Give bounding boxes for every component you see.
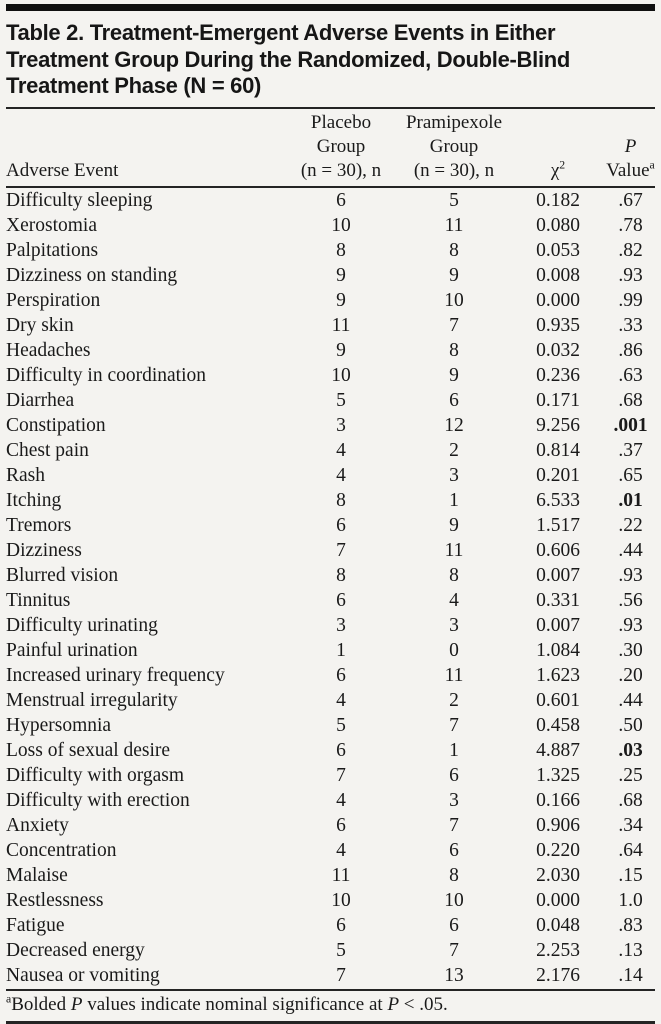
cell-chi-square: 9.256	[536, 415, 580, 436]
table-row	[6, 438, 655, 463]
cell-pramipexole-n: 11	[444, 215, 464, 236]
cell-adverse-event: Anxiety	[6, 815, 69, 836]
cell-adverse-event: Dry skin	[6, 315, 74, 336]
cell-p-value: .83	[618, 915, 643, 936]
table-row	[6, 413, 655, 438]
footnote-text	[11, 994, 448, 1015]
cell-adverse-event: Nausea or vomiting	[6, 965, 160, 986]
cell-chi-square: 0.935	[536, 315, 580, 336]
cell-pramipexole-n: 11	[444, 665, 464, 686]
cell-placebo-n: 5	[336, 390, 346, 411]
cell-placebo-n: 7	[336, 540, 346, 561]
cell-placebo-n: 6	[336, 815, 346, 836]
cell-adverse-event: Malaise	[6, 865, 68, 886]
table-row	[6, 513, 655, 538]
footnote-segment: < .05.	[399, 994, 448, 1015]
cell-adverse-event: Loss of sexual desire	[6, 740, 171, 761]
header-row	[6, 109, 655, 187]
cell-p-value: .33	[618, 315, 643, 336]
cell-p-value: .99	[618, 290, 643, 311]
cell-p-value: 1.0	[618, 890, 643, 911]
cell-adverse-event: Dizziness on standing	[6, 265, 178, 286]
cell-pramipexole-n: 8	[449, 240, 459, 261]
table-row	[6, 763, 655, 788]
cell-adverse-event: Tinnitus	[6, 590, 71, 611]
cell-p-value: .86	[618, 340, 643, 361]
cell-chi-square: 0.182	[536, 190, 580, 211]
table-row	[6, 388, 655, 413]
cell-adverse-event: Hypersomnia	[6, 715, 112, 736]
cell-chi-square: 0.032	[536, 340, 580, 361]
cell-chi-square: 0.166	[536, 790, 580, 811]
cell-pramipexole-n: 3	[449, 465, 459, 486]
cell-placebo-n: 11	[331, 315, 351, 336]
cell-chi-square: 0.458	[536, 715, 580, 736]
cell-pramipexole-n: 2	[449, 690, 459, 711]
cell-pramipexole-n: 13	[444, 965, 464, 986]
cell-p-value: .50	[618, 715, 643, 736]
table-row	[6, 538, 655, 563]
p-header-italic-p: P	[624, 136, 637, 157]
cell-placebo-n: 1	[336, 640, 346, 661]
table-row	[6, 838, 655, 863]
cell-placebo-n: 7	[336, 965, 346, 986]
cell-p-value: .15	[618, 865, 643, 886]
cell-placebo-n: 3	[336, 615, 346, 636]
cell-chi-square: 1.623	[536, 665, 580, 686]
cell-p-value: .56	[618, 590, 643, 611]
cell-pramipexole-n: 8	[449, 340, 459, 361]
cell-pramipexole-n: 3	[449, 790, 459, 811]
cell-pramipexole-n: 4	[449, 590, 459, 611]
cell-pramipexole-n: 7	[449, 315, 459, 336]
table-row	[6, 938, 655, 963]
cell-adverse-event: Blurred vision	[6, 565, 119, 586]
cell-placebo-n: 6	[336, 515, 346, 536]
cell-chi-square: 0.906	[536, 815, 580, 836]
cell-pramipexole-n: 6	[449, 840, 459, 861]
cell-placebo-n: 10	[331, 365, 351, 386]
table-title-line-1: Table 2. Treatment-Emergent Adverse Events in Either	[6, 20, 556, 45]
cell-adverse-event: Rash	[6, 465, 45, 486]
cell-adverse-event: Xerostomia	[6, 215, 97, 236]
cell-p-value: .44	[618, 690, 643, 711]
table-row	[6, 463, 655, 488]
cell-p-value: .34	[618, 815, 643, 836]
cell-placebo-n: 8	[336, 240, 346, 261]
cell-adverse-event: Constipation	[6, 415, 106, 436]
cell-p-value: .25	[618, 765, 643, 786]
cell-adverse-event: Chest pain	[6, 440, 89, 461]
footnote-segment: Bolded	[11, 994, 71, 1015]
cell-placebo-n: 7	[336, 765, 346, 786]
cell-pramipexole-n: 10	[444, 890, 464, 911]
table-row	[6, 638, 655, 663]
cell-p-value: .63	[618, 365, 643, 386]
column-header-adverse-event: Adverse Event	[6, 109, 284, 187]
cell-chi-square: 0.007	[536, 565, 580, 586]
table-row	[6, 863, 655, 888]
cell-adverse-event: Difficulty with erection	[6, 790, 190, 811]
table-title	[6, 20, 655, 100]
cell-p-value: .68	[618, 790, 643, 811]
cell-p-value: .37	[618, 440, 643, 461]
cell-chi-square: 0.053	[536, 240, 580, 261]
table-row	[6, 738, 655, 763]
chi-exponent: 2	[559, 158, 566, 172]
cell-adverse-event: Itching	[6, 490, 62, 511]
cell-p-value: .14	[618, 965, 643, 986]
footnote-marker: a	[6, 992, 12, 1006]
cell-adverse-event: Palpitations	[6, 240, 99, 261]
cell-pramipexole-n: 7	[449, 940, 459, 961]
cell-chi-square: 1.325	[536, 765, 580, 786]
cell-placebo-n: 4	[336, 790, 346, 811]
cell-pramipexole-n: 9	[449, 515, 459, 536]
table-row	[6, 788, 655, 813]
cell-p-value: .93	[618, 565, 643, 586]
cell-p-value: .82	[618, 240, 643, 261]
cell-p-value: .68	[618, 390, 643, 411]
adverse-events-table	[6, 109, 655, 988]
cell-chi-square: 0.048	[536, 915, 580, 936]
column-header-chi-square	[510, 109, 606, 187]
table-row	[6, 813, 655, 838]
footnote-italic-p: P	[70, 994, 83, 1015]
cell-pramipexole-n: 7	[449, 715, 459, 736]
table-row	[6, 338, 655, 363]
cell-chi-square: 0.080	[536, 215, 580, 236]
cell-placebo-n: 3	[336, 415, 346, 436]
table-body	[6, 187, 655, 988]
table-row	[6, 363, 655, 388]
cell-adverse-event: Diarrhea	[6, 390, 75, 411]
cell-chi-square: 0.000	[536, 890, 580, 911]
cell-chi-square: 0.220	[536, 840, 580, 861]
table-row	[6, 613, 655, 638]
cell-adverse-event: Increased urinary frequency	[6, 665, 225, 686]
cell-placebo-n: 9	[336, 340, 346, 361]
cell-chi-square: 0.606	[536, 540, 580, 561]
cell-chi-square: 6.533	[536, 490, 580, 511]
cell-placebo-n: 9	[336, 265, 346, 286]
cell-placebo-n: 6	[336, 665, 346, 686]
cell-pramipexole-n: 9	[449, 265, 459, 286]
cell-placebo-n: 4	[336, 690, 346, 711]
cell-chi-square: 0.000	[536, 290, 580, 311]
cell-p-value: .65	[618, 465, 643, 486]
placebo-header-line-3: (n = 30), n	[300, 160, 382, 181]
table-row	[6, 313, 655, 338]
footnote-segment: values indicate nominal significance at	[82, 994, 388, 1015]
cell-p-value: .20	[618, 665, 643, 686]
table-row	[6, 187, 655, 213]
cell-adverse-event: Difficulty sleeping	[6, 190, 153, 211]
cell-chi-square: 0.201	[536, 465, 580, 486]
table-row	[6, 488, 655, 513]
cell-adverse-event: Difficulty urinating	[6, 615, 158, 636]
cell-adverse-event: Restlessness	[6, 890, 104, 911]
cell-adverse-event: Difficulty in coordination	[6, 365, 207, 386]
pramipexole-header-line-2: Group	[429, 136, 479, 157]
cell-pramipexole-n: 8	[449, 565, 459, 586]
cell-p-value: .22	[618, 515, 643, 536]
cell-placebo-n: 9	[336, 290, 346, 311]
cell-placebo-n: 8	[336, 565, 346, 586]
cell-adverse-event: Decreased energy	[6, 940, 145, 961]
cell-pramipexole-n: 3	[449, 615, 459, 636]
table-row	[6, 263, 655, 288]
cell-pramipexole-n: 11	[444, 540, 464, 561]
cell-chi-square: 0.601	[536, 690, 580, 711]
pramipexole-header-line-1: Pramipexole	[405, 112, 503, 133]
cell-adverse-event: Painful urination	[6, 640, 138, 661]
cell-pramipexole-n: 5	[449, 190, 459, 211]
cell-p-value: .78	[618, 215, 643, 236]
cell-chi-square: 0.331	[536, 590, 580, 611]
table-title-line-3: Treatment Phase (N = 60)	[6, 73, 262, 98]
table-row	[6, 888, 655, 913]
cell-chi-square: 2.030	[536, 865, 580, 886]
table-header	[6, 109, 655, 187]
cell-adverse-event: Tremors	[6, 515, 72, 536]
cell-chi-square: 0.171	[536, 390, 580, 411]
cell-placebo-n: 5	[336, 715, 346, 736]
cell-adverse-event: Menstrual irregularity	[6, 690, 178, 711]
column-header-pramipexole-group	[398, 109, 510, 187]
column-header-placebo-group	[284, 109, 398, 187]
cell-p-value: .93	[618, 265, 643, 286]
cell-pramipexole-n: 6	[449, 390, 459, 411]
cell-chi-square: 0.007	[536, 615, 580, 636]
cell-p-value: .93	[618, 615, 643, 636]
cell-chi-square: 2.253	[536, 940, 580, 961]
cell-placebo-n: 6	[336, 590, 346, 611]
p-header-value-label: Value	[606, 160, 650, 181]
cell-chi-square: 0.236	[536, 365, 580, 386]
cell-p-value: .30	[618, 640, 643, 661]
cell-placebo-n: 6	[336, 740, 346, 761]
cell-pramipexole-n: 1	[449, 490, 459, 511]
table-title-line-2: Treatment Group During the Randomized, Double-Blind	[6, 46, 571, 72]
table-row	[6, 238, 655, 263]
cell-chi-square: 2.176	[536, 965, 580, 986]
cell-placebo-n: 4	[336, 840, 346, 861]
cell-placebo-n: 10	[331, 890, 351, 911]
cell-p-value: .64	[618, 840, 643, 861]
bottom-rule	[6, 1021, 655, 1024]
cell-adverse-event: Fatigue	[6, 915, 65, 936]
table-row	[6, 663, 655, 688]
cell-chi-square: 4.887	[536, 740, 580, 761]
table-row	[6, 913, 655, 938]
column-header-p-value	[606, 109, 655, 187]
table-row	[6, 588, 655, 613]
cell-pramipexole-n: 1	[449, 740, 459, 761]
table-row	[6, 288, 655, 313]
cell-pramipexole-n: 0	[449, 640, 459, 661]
cell-p-value: .67	[618, 190, 643, 211]
table-row	[6, 688, 655, 713]
cell-chi-square: 1.084	[536, 640, 580, 661]
cell-pramipexole-n: 9	[449, 365, 459, 386]
cell-pramipexole-n: 2	[449, 440, 459, 461]
chi-symbol: χ	[550, 160, 560, 181]
cell-placebo-n: 4	[336, 465, 346, 486]
cell-p-value: .03	[618, 740, 643, 761]
cell-chi-square: 1.517	[536, 515, 580, 536]
cell-placebo-n: 5	[336, 940, 346, 961]
cell-pramipexole-n: 6	[449, 765, 459, 786]
cell-adverse-event: Headaches	[6, 340, 91, 361]
cell-placebo-n: 11	[331, 865, 351, 886]
table-row	[6, 213, 655, 238]
table-row	[6, 713, 655, 738]
p-header-footnote-marker: a	[649, 158, 655, 172]
cell-p-value: .13	[618, 940, 643, 961]
cell-placebo-n: 4	[336, 440, 346, 461]
cell-pramipexole-n: 10	[444, 290, 464, 311]
table-row	[6, 563, 655, 588]
placebo-header-line-2: Group	[316, 136, 366, 157]
cell-placebo-n: 8	[336, 490, 346, 511]
cell-pramipexole-n: 8	[449, 865, 459, 886]
table-footnote	[6, 989, 655, 1021]
pramipexole-header-line-3: (n = 30), n	[413, 160, 495, 181]
cell-adverse-event: Concentration	[6, 840, 117, 861]
table-row	[6, 963, 655, 988]
cell-pramipexole-n: 12	[444, 415, 464, 436]
cell-p-value: .001	[613, 415, 648, 436]
cell-p-value: .01	[618, 490, 643, 511]
cell-p-value: .44	[618, 540, 643, 561]
cell-placebo-n: 6	[336, 190, 346, 211]
cell-placebo-n: 10	[331, 215, 351, 236]
cell-pramipexole-n: 6	[449, 915, 459, 936]
cell-placebo-n: 6	[336, 915, 346, 936]
cell-chi-square: 0.814	[536, 440, 580, 461]
cell-pramipexole-n: 7	[449, 815, 459, 836]
cell-adverse-event: Perspiration	[6, 290, 101, 311]
cell-chi-square: 0.008	[536, 265, 580, 286]
placebo-header-line-1: Placebo	[310, 112, 372, 133]
cell-adverse-event: Difficulty with orgasm	[6, 765, 185, 786]
cell-adverse-event: Dizziness	[6, 540, 82, 561]
top-rule	[6, 4, 655, 11]
footnote-italic-p: P	[387, 994, 400, 1015]
